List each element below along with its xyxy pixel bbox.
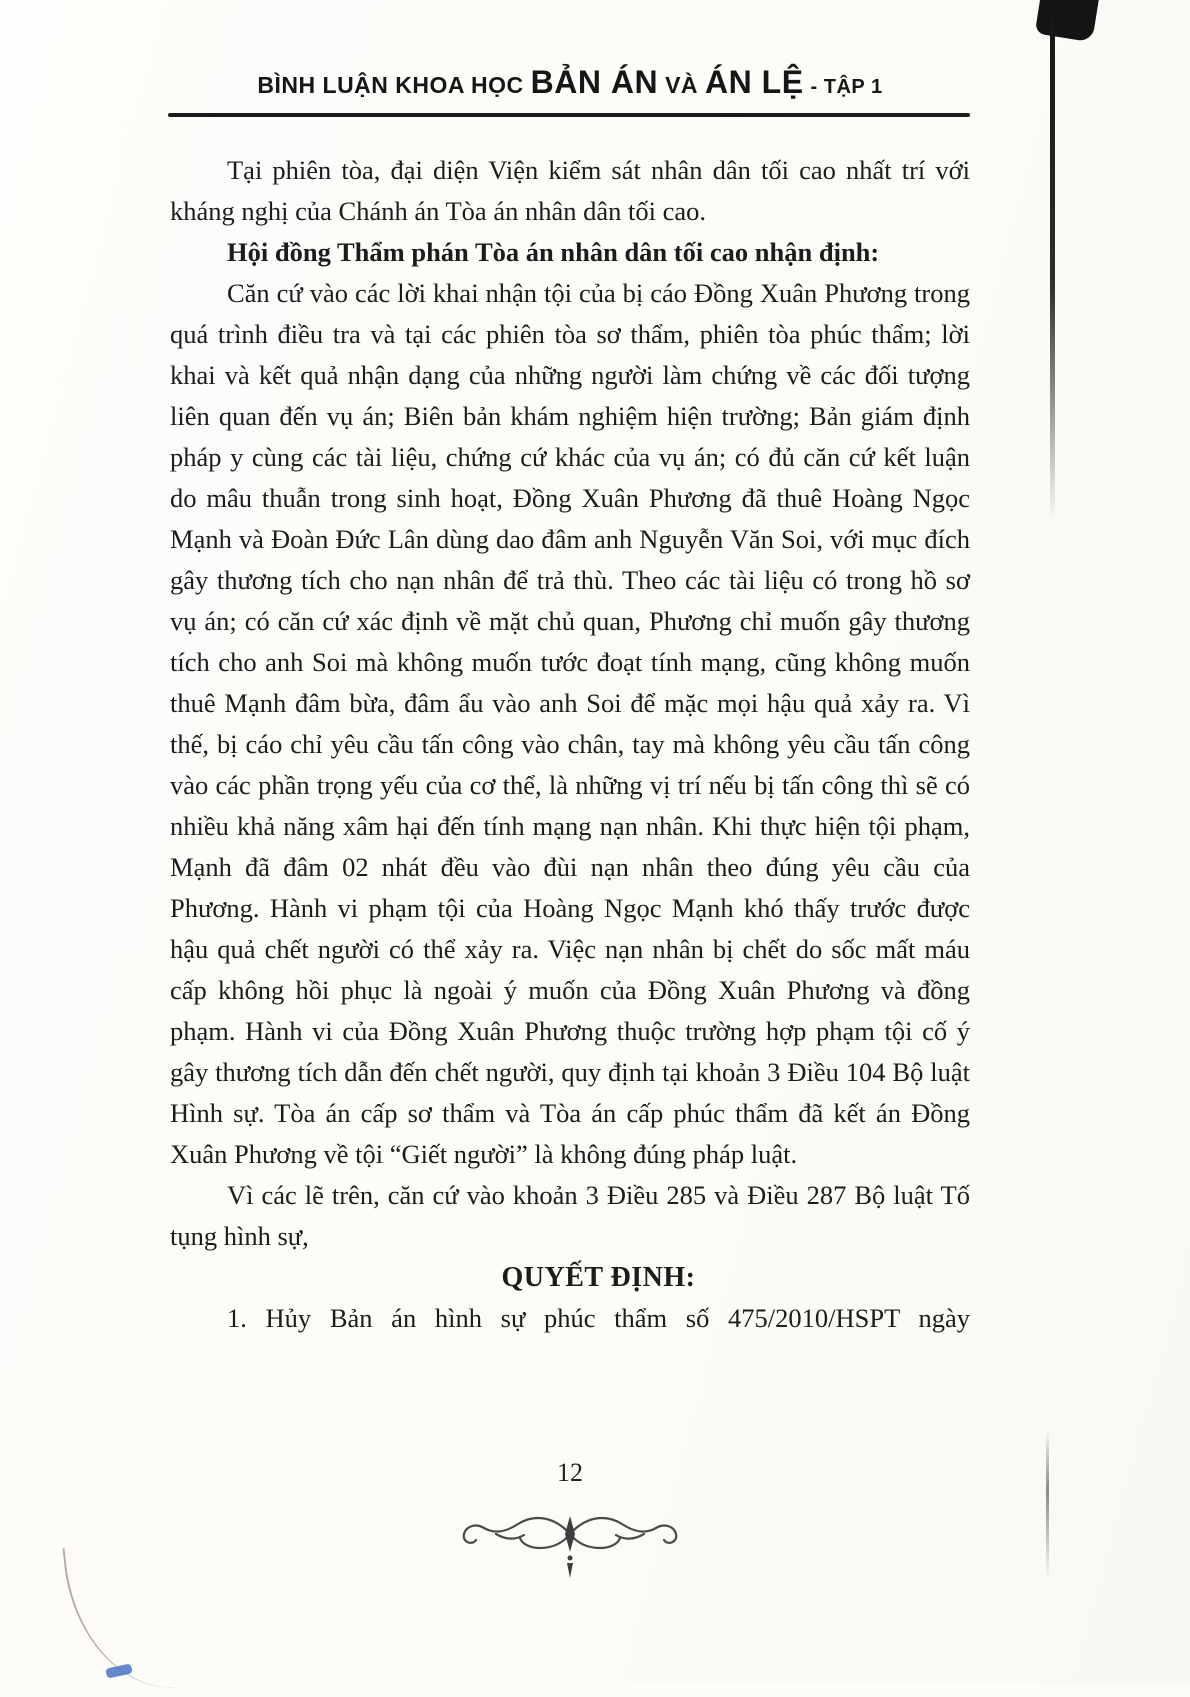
scan-artifact-corner-mark — [1035, 0, 1099, 42]
scan-artifact-blue-mark — [105, 1663, 133, 1678]
page-body-text — [170, 150, 970, 1339]
running-head-title-1: BẢN ÁN — [530, 64, 659, 100]
running-head-prefix: BÌNH LUẬN KHOA HỌC — [257, 72, 524, 98]
decision-heading: QUYẾT ĐỊNH: — [501, 1262, 696, 1293]
paragraph-court-assessment: Căn cứ vào các lời khai nhận tội của bị cáo Đồng Xuân Phương trong quá trình điều tra và tại các phiên tòa sơ thẩm, phiên tòa phúc thẩm; lời khai và kết quả nhận dạng của những người làm chứng về các đối tượng liên quan đến vụ án; Biên bản khám nghiệm hiện trường; Bản giám định pháp y cùng các tài liệu, chứng cứ khác của vụ án; có đủ căn cứ kết luận do mâu thuẫn trong sinh hoạt, Đồng Xuân Phương đã thuê Hoàng Ngọc Mạnh và Đoàn Đức Lân dùng dao đâm anh Nguyễn Văn Soi, với mục đích gây thương tích cho nạn nhân để trả thù. Theo các tài liệu có trong hồ sơ vụ án; có căn cứ xác định về mặt chủ quan, Phương chỉ muốn gây thương tích cho anh Soi mà không muốn tước đoạt tính mạng, cũng không muốn thuê Mạnh đâm bừa, đâm ẩu vào anh Soi để mặc mọi hậu quả xảy ra. Vì thế, bị cáo chỉ yêu cầu tấn công vào chân, tay mà không yêu cầu tấn công vào các phần trọng yếu của cơ thể, là những vị trí nếu bị tấn công thì sẽ có nhiều khả năng xâm hại đến tính mạng nạn nhân. Khi thực hiện tội phạm, Mạnh đã đâm 02 nhát đều vào đùi nạn nhân theo đúng yêu cầu của Phương. Hành vi phạm tội của Hoàng Ngọc Mạnh khó thấy trước được hậu quả chết người có thể xảy ra. Việc nạn nhân bị chết do sốc mất máu cấp không hồi phục là ngoài ý muốn của Đồng Xuân Phương và đồng phạm. Hành vi của Đồng Xuân Phương thuộc trường hợp phạm tội cố ý gây thương tích dẫn đến chết người, quy định tại khoản 3 Điều 104 Bộ luật Hình sự. Tòa án cấp sơ thẩm và Tòa án cấp phúc thẩm đã kết án Đồng Xuân Phương về tội “Giết người” là không đúng pháp luật. — [170, 278, 970, 1169]
paragraph-intro: Tại phiên tòa, đại diện Viện kiểm sát nhân dân tối cao nhất trí với kháng nghị của Chánh án Tòa án nhân dân tối cao. — [170, 155, 970, 226]
page-number: 12 — [557, 1458, 583, 1487]
section-heading-assessment: Hội đồng Thẩm phán Tòa án nhân dân tối cao nhận định: — [227, 237, 880, 267]
scan-artifact-right-edge-line — [1050, 0, 1055, 520]
running-head — [150, 64, 990, 101]
footer-flourish-ornament — [170, 1504, 970, 1582]
scan-artifact-right-edge-line-lower — [1046, 1430, 1049, 1580]
running-head-title-2: ÁN LỆ — [705, 64, 804, 100]
running-head-connector: VÀ — [665, 72, 699, 98]
header-rule — [168, 113, 970, 117]
paragraph-legal-basis: Vì các lẽ trên, căn cứ vào khoản 3 Điều 285 và Điều 287 Bộ luật Tố tụng hình sự, — [170, 1180, 970, 1251]
paragraph-decision-item-1: 1. Hủy Bản án hình sự phúc thẩm số 475/2010/HSPT ngày — [227, 1303, 970, 1333]
flourish-icon — [450, 1504, 690, 1582]
running-head-suffix: - TẬP 1 — [810, 76, 883, 98]
